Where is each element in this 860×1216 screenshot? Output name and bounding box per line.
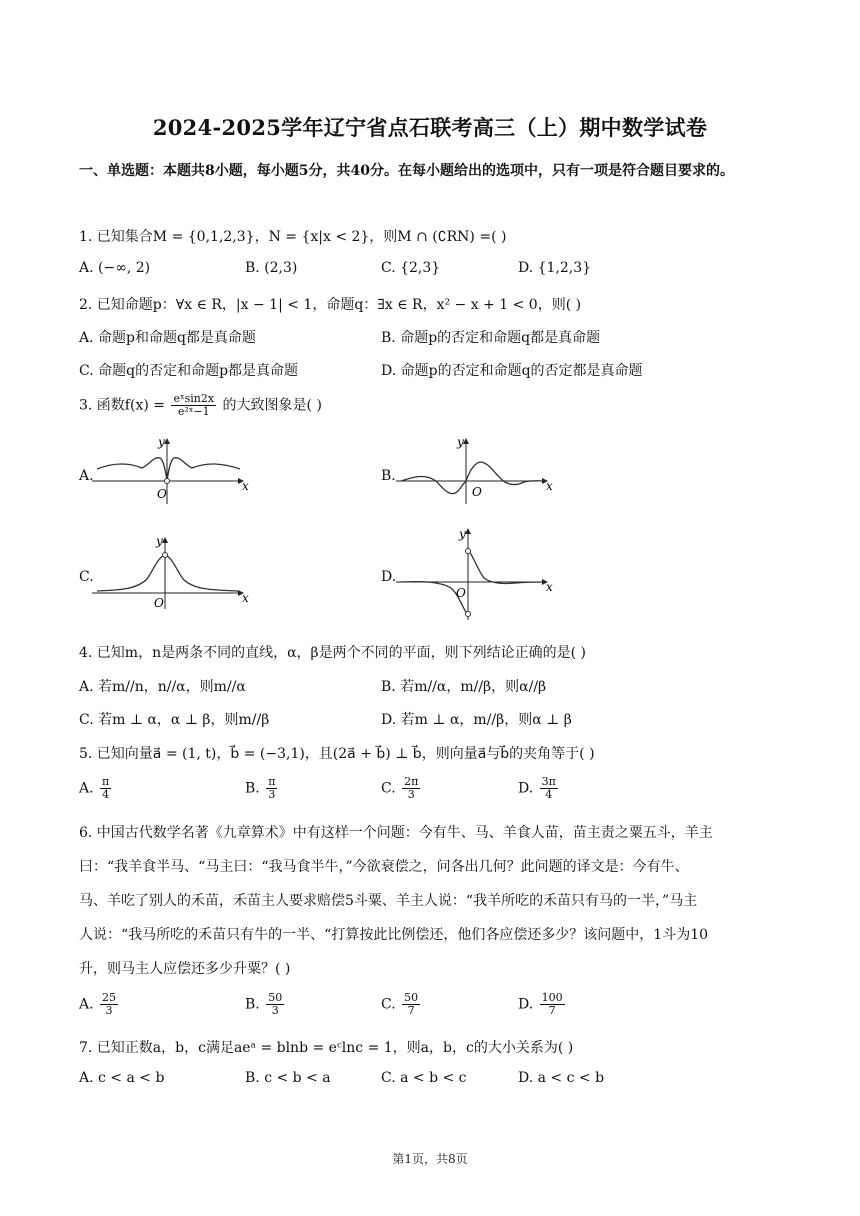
question-6-line-4: 人说：“我马所吃的禾苗只有牛的一半、“打算按此比例偿还，他们各应偿还多少？该问题中，1斗为10 [79,927,709,943]
q1-option-c: C. {2,3} [381,260,441,276]
q5-option-b-value [266,776,277,801]
q5-option-a-label: A. [79,780,94,797]
q5-option-d-label: D. [518,780,534,797]
q6-option-b-value [266,992,284,1017]
q3-fraction-denominator: e²ˣ−1 [177,405,210,418]
q5-option-b-den: 3 [268,788,276,801]
q3-stem-suffix: 的大致图象是( ) [222,397,322,414]
graph-c-origin: O [154,596,164,610]
q6-option-b-den: 3 [271,1004,279,1017]
q3-stem-prefix: 3. 函数f(x) = [79,397,165,414]
q6-option-c-num: 50 [404,991,419,1004]
graph-b [396,436,561,506]
q5-option-b [245,776,279,801]
question-1-stem: 1. 已知集合M = {0,1,2,3}，N = {x|x < 2}，则M ∩ (∁RN) =( ) [79,229,507,245]
q3-fraction-numerator: eˣsin2x [173,392,215,405]
q1-option-d: D. {1,2,3} [518,260,592,276]
question-6-line-2: 曰：“我羊食半马、“马主曰：“我马食半牛，”今欲衰偿之，问各出几何？此问题的译文是：今有牛、 [79,859,689,875]
q6-option-a-num: 25 [102,991,117,1004]
q6-option-d-den: 7 [548,1004,556,1017]
q5-option-b-num: π [268,775,276,788]
q4-option-d: D. 若m ⊥ α，m//β，则α ⊥ β [381,712,572,728]
q5-option-a-num: π [102,775,110,788]
graph-d-origin: O [456,586,466,600]
q2-option-b: B. 命题p的否定和命题q都是真命题 [381,330,601,346]
q5-option-c-value [402,776,420,801]
q6-option-a-den: 3 [105,1004,113,1017]
graph-d [396,526,561,622]
q1-option-a: A. (−∞, 2) [79,260,151,276]
q7-option-b: B. c < b < a [245,1070,331,1086]
graph-c-label: C. [79,569,94,585]
q4-option-c: C. 若m ⊥ α，α ⊥ β，则m//β [79,712,270,728]
q6-option-d [518,992,567,1017]
q6-option-a-value [100,992,118,1017]
q2-option-c: C. 命题q的否定和命题p都是真命题 [79,363,299,379]
graph-a-origin: O [157,487,167,501]
q5-option-d-den: 4 [545,788,553,801]
graph-d-label: D. [381,569,397,585]
q5-option-d-value [540,776,558,801]
section-heading: 一、单选题：本题共8小题，每小题5分，共40分。在每小题给出的选项中，只有一项是符合题目要求的。 [79,163,734,179]
graph-c-y-label: y [156,534,163,548]
graph-c-x-label: x [242,591,249,605]
q6-option-d-num: 100 [541,991,563,1004]
graph-b-x-label: x [546,479,553,493]
q5-option-c-num: 2π [404,775,419,788]
q6-option-b-num: 50 [268,991,283,1004]
graph-a [92,436,257,506]
question-6-line-3: 马、羊吃了别人的禾苗，禾苗主人要求赔偿5斗粟、羊主人说：“我羊所吃的禾苗只有马的一半，”马主 [79,893,698,909]
q6-option-a [79,992,120,1017]
question-6-line-5: 升，则马主人应偿还多少升粟？( ) [79,961,291,977]
q5-option-a [79,776,113,801]
graph-b-origin: O [472,485,482,499]
q4-option-a: A. 若m//n，n//α，则m//α [79,679,246,695]
question-2-stem: 2. 已知命题p：∀x ∈ R，|x − 1| < 1，命题q：∃x ∈ R，x² − x + 1 < 0，则( ) [79,297,582,313]
graph-a-label: A. [79,468,94,484]
question-5-stem: 5. 已知向量a⃗ = (1, t)，b⃗ = (−3,1)，且(2a⃗ + b⃗) ⊥ b⃗，则向量a⃗与b⃗的夹角等于( ) [79,746,595,762]
graph-a-x-label: x [242,479,249,493]
q6-option-b [245,992,286,1017]
q5-option-c [381,776,422,801]
q6-option-c-den: 7 [407,1004,415,1017]
q3-function-fraction [171,393,216,418]
page-footer: 第1页，共8页 [392,1152,468,1166]
graph-b-y-label: y [457,435,464,449]
graph-d-x-label: x [546,580,553,594]
q6-option-c-label: C. [381,996,396,1013]
question-6-line-1: 6. 中国古代数学名著《九章算术》中有这样一个问题：今有牛、马、羊食人苗，苗主责之粟五斗，羊主 [79,825,713,841]
q2-option-a: A. 命题p和命题q都是真命题 [79,330,256,346]
q5-option-b-label: B. [245,780,260,797]
q6-option-b-label: B. [245,996,260,1013]
q6-option-d-value [540,992,565,1017]
q4-option-b: B. 若m//α，m//β，则α//β [381,679,547,695]
question-3-stem [79,393,322,418]
graph-d-y-label: y [459,527,466,541]
q7-option-d: D. a < c < b [518,1070,605,1086]
q7-option-a: A. c < a < b [79,1070,165,1086]
graph-a-y-label: y [158,435,165,449]
q5-option-d-num: 3π [541,775,556,788]
q6-option-a-label: A. [79,996,94,1013]
graph-c [92,535,257,613]
q5-option-c-den: 3 [407,788,415,801]
question-7-stem: 7. 已知正数a，b，c满足aeᵃ = blnb = eᶜlnc = 1，则a，b，c的大小关系为( ) [79,1040,574,1056]
q5-option-c-label: C. [381,780,396,797]
q5-option-a-value [100,776,111,801]
q6-option-d-label: D. [518,996,534,1013]
q1-option-b: B. (2,3) [245,260,298,276]
exam-title: 2024-2025学年辽宁省点石联考高三（上）期中数学试卷 [152,115,708,140]
q2-option-d: D. 命题p的否定和命题q的否定都是真命题 [381,363,643,379]
q6-option-c [381,992,422,1017]
q5-option-a-den: 4 [102,788,110,801]
question-4-stem: 4. 已知m，n是两条不同的直线，α，β是两个不同的平面，则下列结论正确的是( ) [79,645,587,661]
graph-b-label: B. [381,468,396,484]
q6-option-c-value [402,992,420,1017]
q5-option-d [518,776,560,801]
q7-option-c: C. a < b < c [381,1070,467,1086]
